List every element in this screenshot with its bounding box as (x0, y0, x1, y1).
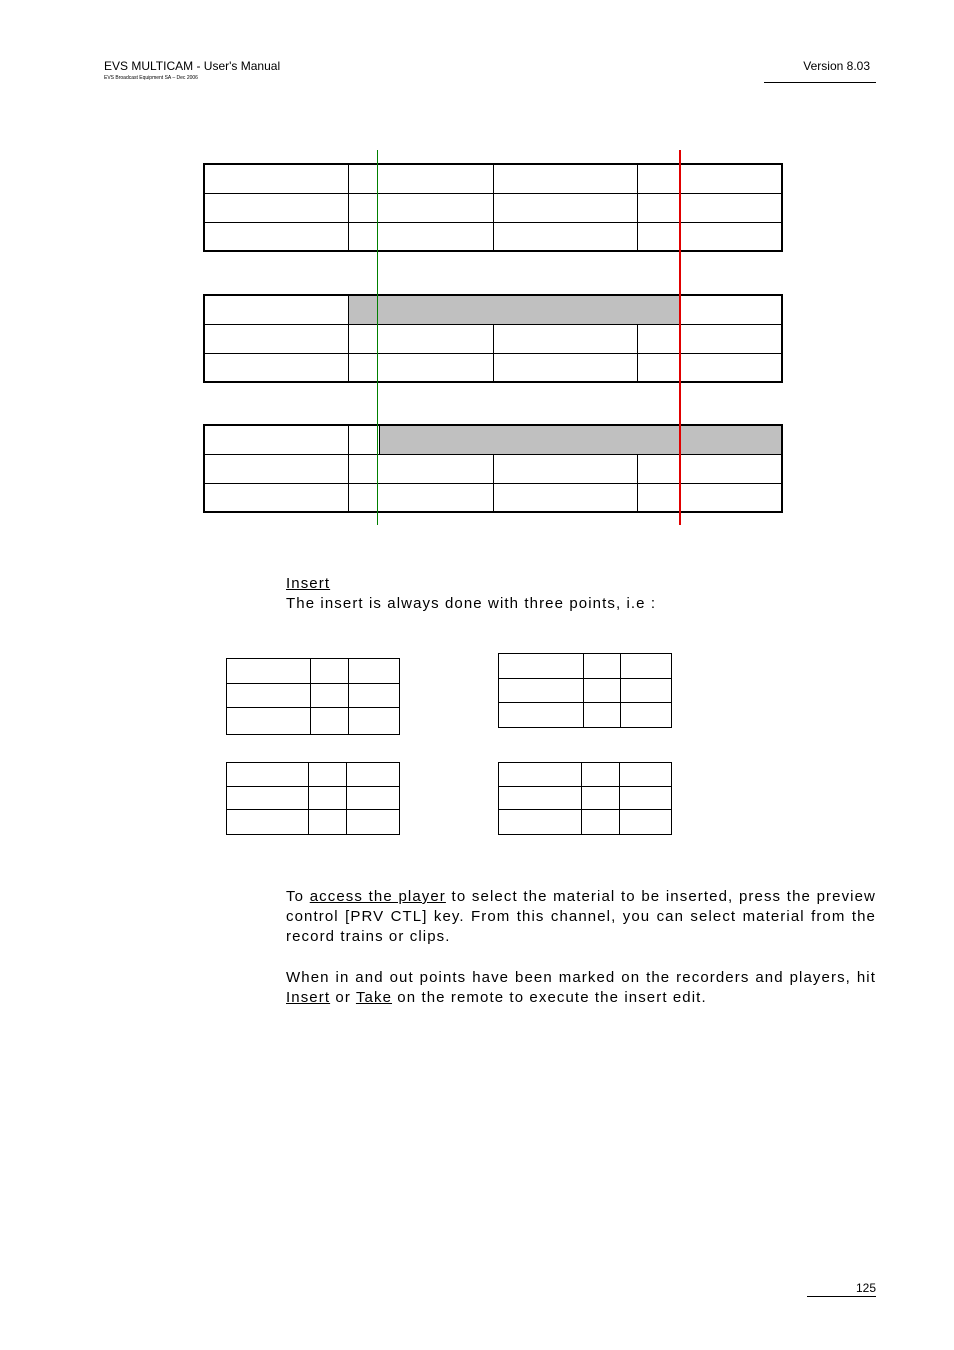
header-title: EVS MULTICAM - User's Manual (104, 59, 281, 73)
paragraph-insert-edit (286, 968, 876, 1008)
highlight-block (379, 426, 781, 454)
section-intro: The insert is always done with three points, i.e : (286, 595, 657, 612)
small-table-bottom-right (498, 762, 672, 835)
paragraph-text: To (286, 888, 310, 905)
paragraph-text: on the remote to execute the insert edit. (392, 989, 707, 1006)
timeline-table-3 (203, 424, 783, 513)
timeline-table-2 (203, 294, 783, 383)
small-table-bottom-left (226, 762, 400, 835)
paragraph-text: or (330, 989, 356, 1006)
insert-key-label: Insert (286, 989, 331, 1006)
highlight-block (349, 296, 680, 324)
footer-rule (807, 1296, 876, 1297)
header-rule (764, 82, 876, 83)
page-number: 125 (855, 1281, 876, 1295)
paragraph-access-player (286, 887, 876, 947)
small-table-top-right (498, 653, 672, 728)
section-heading: Insert (286, 575, 331, 592)
header-version: Version 8.03 (803, 59, 870, 73)
take-key-label: Take (355, 989, 393, 1006)
timeline-table-1 (203, 163, 783, 252)
paragraph-text: When in and out points have been marked on the recorders and players, hit (286, 969, 876, 986)
in-point-marker (377, 150, 378, 525)
paragraph-text: to select the material to be inserted, press the preview control [PRV CTL] key. From this channel, you can select material from the record trains or clips. (286, 888, 876, 945)
header-subtitle: EVS Broadcast Equipment SA – Dec 2006 (104, 75, 198, 81)
access-player-link: access the player (309, 888, 446, 905)
out-point-marker (679, 150, 681, 525)
small-table-top-left (226, 658, 400, 735)
